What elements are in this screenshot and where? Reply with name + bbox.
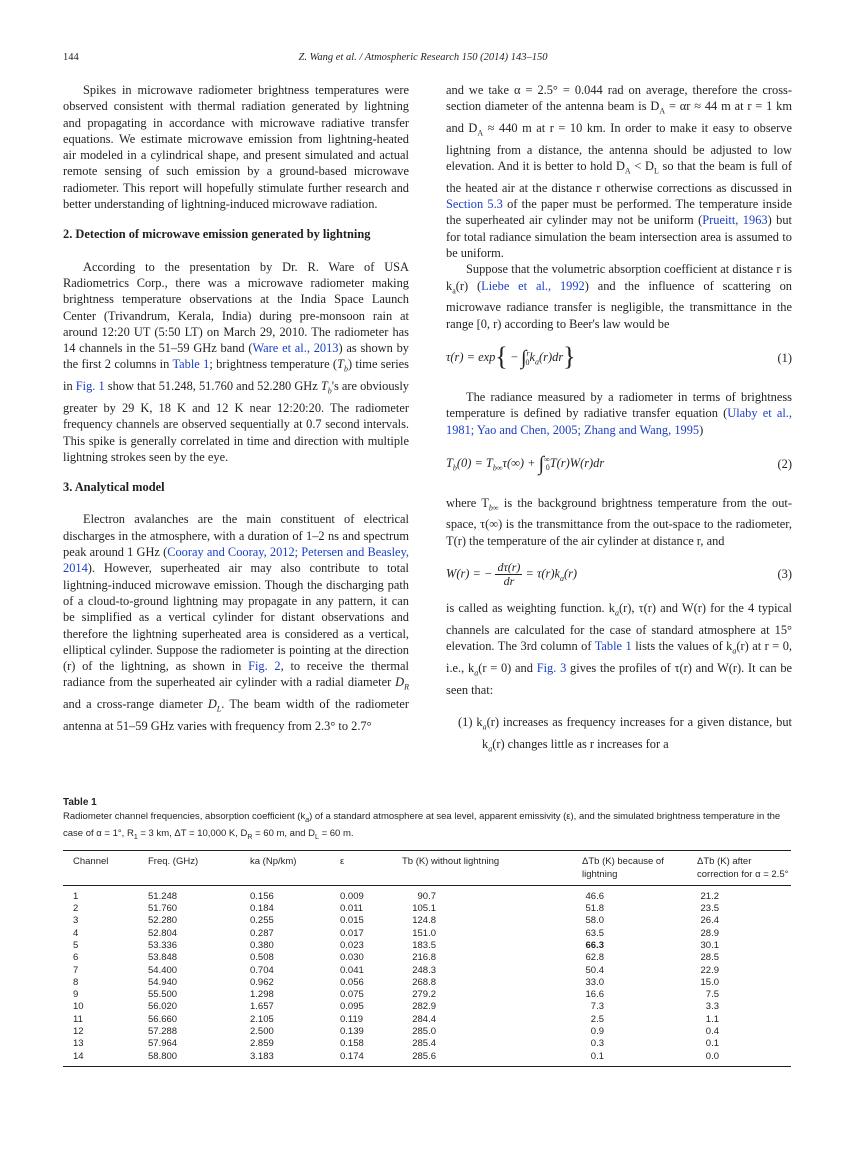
table-cell: 105.1 [412,903,436,915]
citation-link-ware-2013[interactable]: Ware et al., 2013 [252,341,339,356]
table-cell: 13 [73,1038,84,1050]
table-cell: 0.119 [340,1013,364,1025]
table-cell: 51.760 [148,903,178,915]
table-cell: 282.9 [412,1001,436,1013]
table-label: Table 1 [63,797,97,808]
table-row [63,903,791,915]
right-paragraph-4: where $T_{b\infty}$ is the background brightness temperature from the out-space, τ(∞) is the transmittance from the out-space to the radiometer, T(r) the temperature of the air cylinder at distance r, and [446,495,792,548]
table-cell: 285.0 [412,1026,436,1038]
table-cell: 30.1 [700,939,719,951]
table-cell: 0.011 [340,903,364,915]
table-cell: 3.183 [240,1051,330,1067]
table-row [63,928,791,940]
citation-link-cooray-petersen[interactable]: Cooray and Cooray, 2012; Petersen and Beasley, 2014 [63,545,410,576]
equation-1: $\tau(r) = \exp\{ - \int^r_0k_a(r)dr\}$ (1) [446,342,792,372]
running-title: Z. Wang et al. / Atmospheric Research 150 (2014) 143–150 [298,52,548,63]
equation-3-number: (3) [777,567,792,582]
header-freq: Freq. (GHz) [138,850,240,885]
table-cell: 63.5 [585,927,604,939]
table-cell: 6 [73,952,79,964]
table-cell: 279.2 [412,989,436,1001]
table-cell: 0.184 [250,903,274,915]
table-cell: 8 [73,976,79,988]
header-tb: Tb (K) without lightning [392,850,572,885]
table-cell: 54.940 [148,976,178,988]
table-cell: 56.660 [148,1013,178,1025]
table-cell: 14 [63,1051,138,1067]
table-row [63,965,791,977]
table-cell: 55.500 [148,989,178,1001]
table-row [63,940,791,952]
table-cell: 268.8 [412,976,436,988]
table-cell: 1.1 [705,1013,719,1025]
section-3-paragraph: Electron avalanches are the main constituent of electrical discharges in the atmosphere, with a duration of 1–2 ns and spectrum peak around 1 GHz (Cooray and Cooray, 2012; Petersen and Beasley, 2014). However, superheated air may also contribute to total lightning-induced microwave emission. Though the discharging path of a cloud-to-ground lightning may propagate in any pattern, it can be simplified as a vertical cylinder for distant observations and therefore the lightning superheated area is considered as a vertical, elliptical cylinder. Suppose the radiometer is pointing at the direction (r) of the lightning, as shown in Fig. 2, to receive the thermal radiance from the superheated air cylinder with a radial diameter $D_R$ and a cross-range diameter $D_L$. The beam width of the radiometer antenna at 51–59 GHz varies with frequency from 2.3° to 2.7° [63,512,410,733]
table-cell: 53.848 [148,952,178,964]
table-cell: 0.0 [687,1051,791,1067]
table-cell: 52.280 [148,915,178,927]
table-cell: 46.6 [585,890,604,902]
table-cell: 0.4 [705,1026,719,1038]
table-cell: 58.0 [585,915,604,927]
table-cell: 7 [73,964,79,976]
right-paragraph-2: Suppose that the volumetric absorption coefficient at distance r is $k_a(r)$ (Liebe et al., 1992) and the influence of scattering on microwave radiance transfer is negligible, the transmittance in the range [0, r) according to Beer's law would be [446,262,792,331]
table-cell: 54.400 [148,964,178,976]
section-5-3-link[interactable]: Section 5.3 [446,197,503,212]
citation-link-liebe-1992[interactable]: Liebe et al., 1992 [481,278,585,293]
table-cell: 0.174 [330,1051,392,1067]
table-row [63,989,791,1001]
table-cell: 285.4 [412,1038,436,1050]
table-row [63,1051,791,1067]
table-cell: 0.287 [250,927,274,939]
table-1 [63,797,791,1067]
table-1-link[interactable]: Table 1 [172,357,210,372]
table-cell: 5 [73,939,79,951]
table-cell: 0.056 [340,976,364,988]
table-cell: 0.255 [250,915,274,927]
table-cell: 1 [73,890,79,902]
table-cell: 183.5 [412,939,436,951]
table-row [63,915,791,927]
table-row [63,1001,791,1013]
table-row [63,952,791,964]
right-column [446,82,792,757]
table-cell: 52.804 [148,927,178,939]
right-paragraph-5: is called as weighting function. $k_a(r)$, τ(r) and W(r) for the 4 typical channels are calculated for the case of standard atmosphere at 15° elevation. The 3rd column of Table 1 lists the values of $k_a(r)$ at r = 0, i.e., $k_a(r = 0)$ and Fig. 3 gives the profiles of τ(r) and W(r). It can be seen that: [446,601,793,697]
table-row [63,1014,791,1026]
table-row [63,885,791,903]
table-cell: 0.095 [340,1001,364,1013]
table-cell: 23.5 [700,903,719,915]
intro-paragraph: Spikes in microwave radiometer brightness temperatures were observed consistent with thermal radiation generated by lightning and propagating in accordance with microwave radiative transfer equations. We estimate microwave emission from lightning-heated air modeled in a cylindrical shape, and present simulated and actual remote sensing of such emission by a ground-based microwave radiometer. This report will hopefully stimulate further research and better understanding of lightning-induced microwave radiation. [63,83,409,212]
table-cell: 0.158 [340,1038,364,1050]
header-channel: Channel [63,850,138,885]
table-cell: 26.4 [700,915,719,927]
right-paragraph-1: and we take α = 2.5° = 0.044 rad on average, therefore the cross-section diameter of the antenna beam is $D_A = \alpha r \approx 44$ m at r = 1 km and $D_A \approx 440$ m at r = 10 km. In order to make it easy to observe lightning from a distance, the antenna should be adjusted to low elevation. And it is better to hold $D_A < D_L$ so that the beam is full of the heated air at the distance r otherwise corrections as discussed in Section 5.3 of the paper must be performed. The temperature inside the superheated air cylinder may not be uniform (Prueitt, 1963) but for total radiance simulation the beam intersection area is assumed to be uniform. [446,83,792,261]
table-cell: 3 [73,915,79,927]
table-cell: 12 [73,1026,84,1038]
table-cell: 90.7 [417,890,436,902]
table-cell: 0.9 [590,1026,604,1038]
right-paragraph-3: The radiance measured by a radiometer in terms of brightness temperature is defined by radiative transfer equation (Ulaby et al., 1981; Yao and Chen, 2005; Zhang and Wang, 1995) [446,389,792,437]
table-cell: 50.4 [585,964,604,976]
table-cell: 56.020 [148,1001,178,1013]
data-table [63,850,791,1067]
table-cell: 0.041 [340,964,364,976]
table-cell: 0.017 [340,927,364,939]
table-cell: 10 [73,1001,84,1013]
table-cell: 0.962 [250,976,274,988]
page-number: 144 [63,52,79,63]
citation-link-ulaby-yao-zhang[interactable]: Ulaby et al., 1981; Yao and Chen, 2005; Zhang and Wang, 1995 [446,406,792,437]
table-row [63,977,791,989]
table-cell: 1.657 [250,1001,274,1013]
table-cell: 2.859 [250,1038,274,1050]
table-cell: 57.964 [148,1038,178,1050]
table-cell: 0.030 [340,952,364,964]
header-delta-tb: ΔTb (K) because of lightning [572,850,687,885]
table-cell: 4 [73,927,79,939]
table-cell: 0.156 [250,890,274,902]
table-cell: 58.800 [138,1051,240,1067]
table-cell: 0.704 [250,964,274,976]
table-cell: 0.1 [705,1038,719,1050]
table-cell: 28.5 [700,952,719,964]
table-cell: 28.9 [700,927,719,939]
table-cell: 33.0 [585,976,604,988]
fig-3-link[interactable]: Fig. 3 [536,660,567,675]
table-cell: 0.380 [250,939,274,951]
header-delta-tb-corrected: ΔTb (K) after correction for α = 2.5° [687,850,791,885]
table-cell: 0.508 [250,952,274,964]
page-header [0,52,846,68]
table-cell: 0.009 [340,890,364,902]
table-cell: 0.3 [590,1038,604,1050]
equation-1-number: (1) [777,351,792,366]
table-caption: Radiometer channel frequencies, absorption coefficient $(k_a)$ of a standard atmosphere at sea level, apparent emissivity (ε), and the simulated brightness temperature in the case of α = 1°, $R_1 = 3$ km, ΔT = 10,000 K, $D_R = 60$ m, and $D_L = 60$ m. [63,811,781,841]
table-cell: 2 [73,903,79,915]
table-cell: 53.336 [148,939,178,951]
table-cell: 0.139 [340,1026,364,1038]
table-row [63,1026,791,1038]
fig-2-link[interactable]: Fig. 2 [248,659,281,674]
table-cell: 21.2 [700,890,719,902]
table-cell: 0.023 [340,939,364,951]
section-2-paragraph: According to the presentation by Dr. R. Ware of USA Radiometrics Corp., there was a microwave radiometer making brightness temperature observations at the India Space Launch Center (Trivandrum, Kerala, India) during pre-monsoon rain at around 12:20 UT (5:50 LT) on March 29, 2010. The radiometer has 14 channels in the 51–59 GHz band (Ware et al., 2013) as shown by the first 2 columns in Table 1; brightness temperature $(T_b)$ time series in Fig. 1 show that 51.248, 51.760 and 52.280 GHz $T_b's$ are obviously greater by 29 K, 18 K and 12 K near 12:20:20. The radiometer frequency channels are observed sequentially at 0.7 second intervals. This spike is generally correlated in time and direction with multiple lightning strokes seen by the eye. [63,259,410,464]
table-cell: 2.500 [250,1026,274,1038]
table-cell: 57.288 [148,1026,178,1038]
table-cell: 66.3 [585,939,604,951]
fig-1-link[interactable]: Fig. 1 [75,379,105,394]
table-header-row [63,850,791,885]
table-1-link-2[interactable]: Table 1 [594,639,632,654]
section-2-heading: 2. Detection of microwave emission generated by lightning [63,227,371,242]
table-cell: 15.0 [700,976,719,988]
equation-2-number: (2) [777,457,792,472]
table-cell: 51.248 [148,890,178,902]
table-cell: 0.1 [572,1051,687,1067]
table-cell: 3.3 [705,1001,719,1013]
table-cell: 62.8 [585,952,604,964]
equation-3: W(r) = − $\frac{d\tau(r)}{dr}$ = $\tau(r)k_a(r)$ (3) [446,560,792,589]
section-3-heading: 3. Analytical model [63,480,165,495]
table-cell: 2.5 [590,1013,604,1025]
equation-2: $T_b(0) = T_{b\infty}\tau(\infty) + \int^\infty_0T(r)W(r)dr$ (2) [446,452,792,475]
table-cell: 11 [73,1013,83,1025]
table-cell: 248.3 [412,964,436,976]
header-emissivity: ε [330,850,392,885]
list-item-1: (1) $k_a(r)$ increases as frequency increases for a given distance, but $k_a(r)$ changes little as r increases for a [458,714,792,754]
table-cell: 0.075 [340,989,364,1001]
table-cell: 0.015 [340,915,364,927]
left-column [63,82,409,734]
table-cell: 124.8 [412,915,436,927]
table-cell: 285.6 [392,1051,572,1067]
table-cell: 51.8 [585,903,604,915]
table-cell: 7.5 [705,989,719,1001]
table-cell: 7.3 [590,1001,604,1013]
table-cell: 1.298 [250,989,274,1001]
table-cell: 216.8 [412,952,436,964]
table-cell: 284.4 [412,1013,436,1025]
table-cell: 22.9 [700,964,719,976]
header-ka: ka (Np/km) [240,850,330,885]
citation-link-prueitt-1963[interactable]: Prueitt, 1963 [702,213,768,228]
table-row [63,1038,791,1050]
table-cell: 9 [73,989,79,1001]
table-cell: 16.6 [585,989,604,1001]
table-cell: 2.105 [250,1013,274,1025]
table-cell: 151.0 [412,927,436,939]
